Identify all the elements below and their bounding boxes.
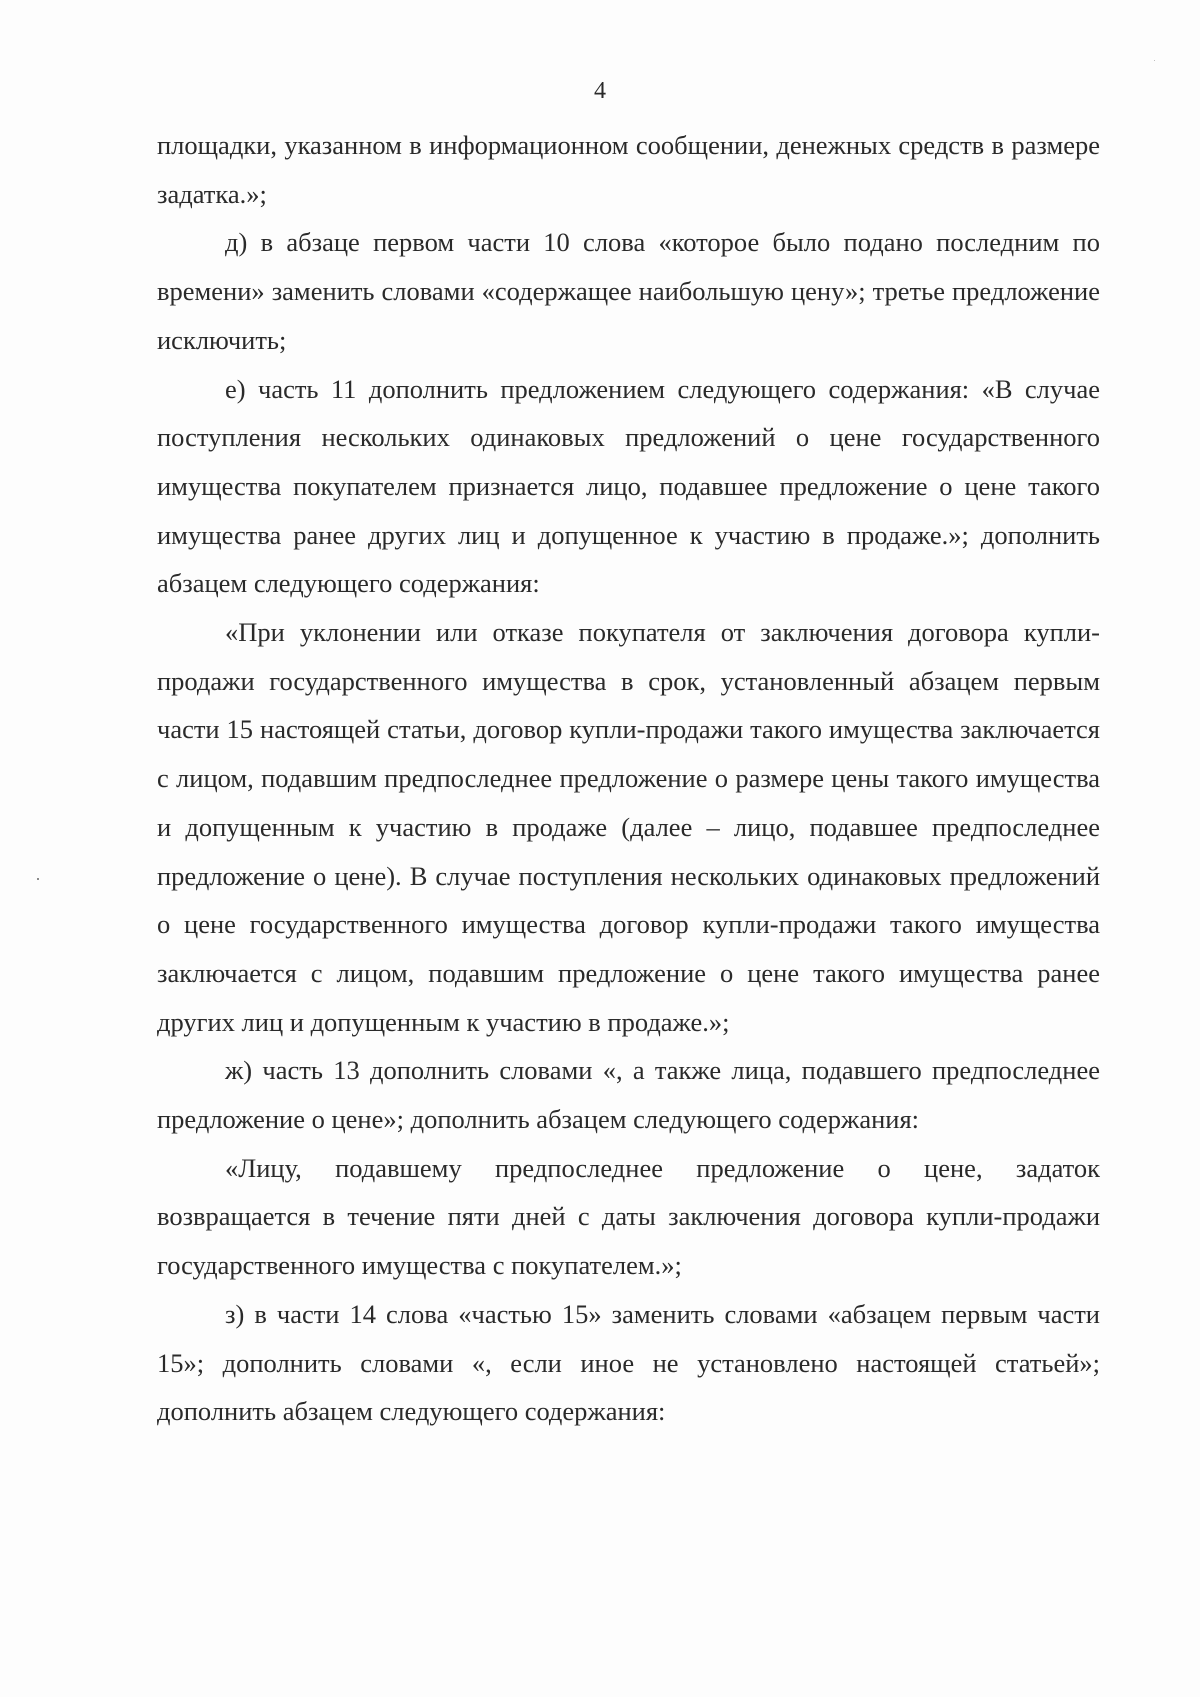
document-body [157,121,1100,1436]
scan-speck [37,878,39,880]
page-number: 4 [594,78,606,104]
paragraph-zh-quote: «Лицу, подавшему предпоследнее предложение о цене, задаток возвращается в течение пяти дней с даты заключения договора купли-продажи государственного имущества с покупателем.»; [157,1152,1100,1281]
scan-speck [1154,60,1155,61]
paragraph-e: е) часть 11 дополнить предложением следующего содержания: «В случае поступления нескольких одинаковых предложений о цене государственного имущества покупателем признается лицо, подавшее предложение о цене такого имущества ранее других лиц и допущенное к участию в продаже.»; дополнить абзацем следующего содержания: [157,373,1100,599]
paragraph-zh: ж) часть 13 дополнить словами «, а также лица, подавшего предпоследнее предложение о цене»; дополнить абзацем следующего содержания: [157,1055,1100,1135]
paragraph-continuation: площадки, указанном в информационном сообщении, денежных средств в размере задатка.»; [157,130,1100,209]
paragraph-e-quote: «При уклонении или отказе покупателя от заключения договора купли-продажи государственного имущества в срок, установленный абзацем первым части 15 настоящей статьи, договор купли-продажи такого имущества заключается с лицом, подавшим предпоследнее предложение о размере цены такого имущества и допущенным к участию в продаже (далее – лицо, подавшее предпоследнее предложение о цене). В случае поступления нескольких одинаковых предложений о цене государственного имущества договор купли-продажи такого имущества заключается с лицом, подавшим предложение о цене такого имущества ранее других лиц и допущенным к участию в продаже.»; [157,617,1100,1037]
paragraph-d: д) в абзаце первом части 10 слова «которое было подано последним по времени» заменить словами «содержащее наибольшую цену»; третье предложение исключить; [157,227,1100,355]
paragraph-z: з) в части 14 слова «частью 15» заменить словами «абзацем первым части 15»; дополнить словами «, если иное не установлено настоящей статьей»; дополнить абзацем следующего содержания: [157,1298,1100,1427]
